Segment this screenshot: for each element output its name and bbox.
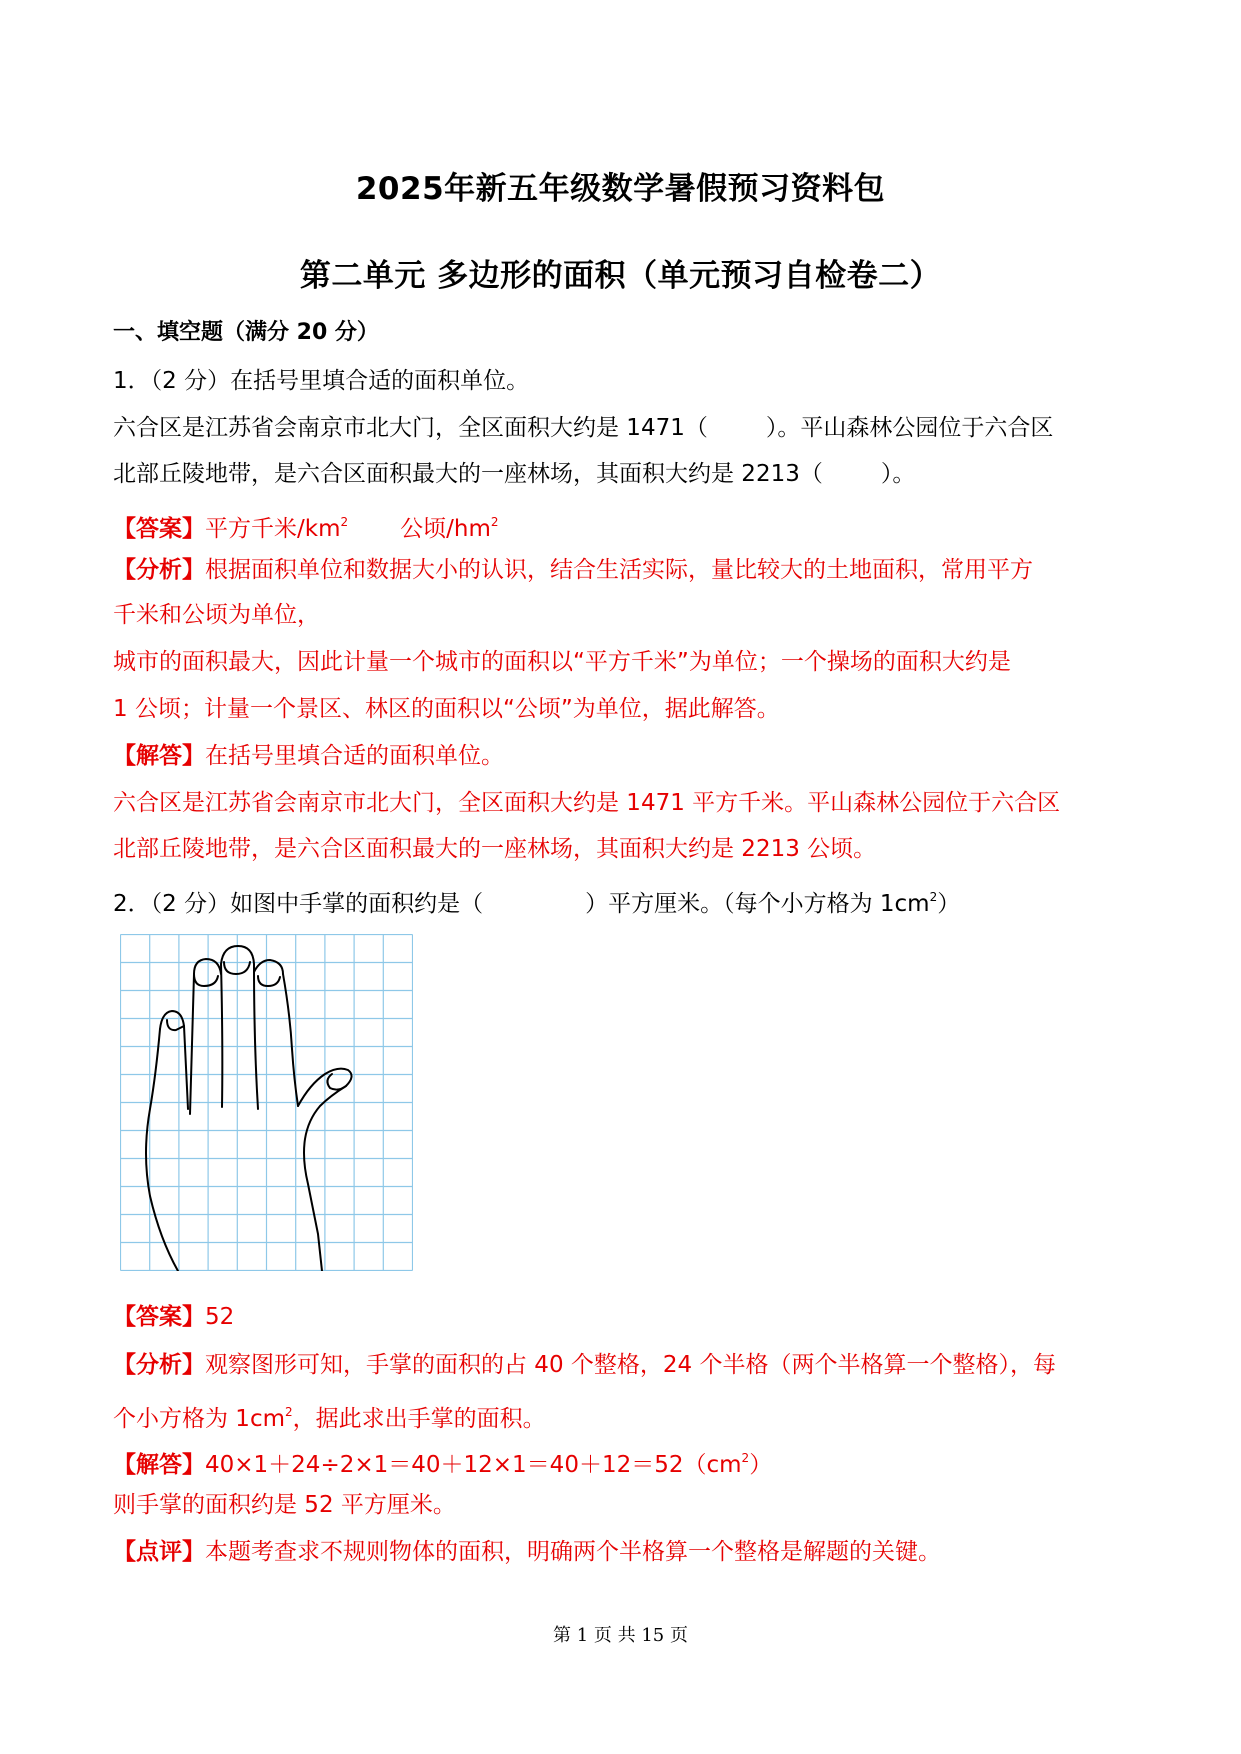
comment-text: 本题考查求不规则物体的面积，明确两个半格算一个整格是解题的关键。 (205, 1539, 941, 1565)
analysis-text: 根据面积单位和数据大小的认识，结合生活实际，量比较大的土地面积，常用平方 (205, 557, 1033, 583)
solution-text: ） (749, 1452, 773, 1478)
q1-line2-text-a: 北部丘陵地带，是六合区面积最大的一座林场，其面积大约是 2213（ (113, 461, 823, 487)
solution-tag: 【解答】 (113, 743, 205, 769)
section-heading: 一、填空题（满分 20 分） (113, 320, 379, 345)
q1-line1-text-b: ）。平山森林公园位于六合区 (765, 415, 1054, 441)
q1-line2 (113, 459, 1133, 489)
page-footer: 第 1 页 共 15 页 (553, 1625, 688, 1646)
q2-analysis-line-2 (113, 1397, 1133, 1434)
q1-answer-2: 公顷/hm (400, 516, 491, 542)
analysis-tag: 【分析】 (113, 1352, 205, 1378)
q2-answer (113, 1302, 1133, 1332)
q1-answer-1: 平方千米/km (205, 516, 341, 542)
q1-solution-line-2: 六合区是江苏省会南京市北大门，全区面积大约是 1471 平方千米。平山森林公园位于六合区 (113, 790, 1061, 816)
solution-text: 在括号里填合适的面积单位。 (205, 743, 504, 769)
document-title: 2025年新五年级数学暑假预习资料包 (355, 171, 886, 207)
hand-outline (146, 946, 352, 1271)
analysis-text: 个小方格为 1cm (113, 1406, 285, 1432)
q1-analysis-line-2: 千米和公顷为单位， (113, 602, 320, 628)
square-grid (121, 935, 413, 1271)
q1-solution-line-1 (113, 741, 1133, 771)
comment-tag: 【点评】 (113, 1539, 205, 1565)
superscript: 2 (929, 890, 938, 904)
solution-tag: 【解答】 (113, 1452, 205, 1478)
superscript: 2 (490, 515, 499, 529)
q2-stem-text-b: ）平方厘米。（每个小方格为 1cm (585, 891, 930, 917)
answer-tag: 【答案】 (113, 1304, 205, 1330)
q1-analysis-line-4: 1 公顷；计量一个景区、林区的面积以“公顷”为单位，据此解答。 (113, 696, 780, 722)
document-subtitle: 第二单元 多边形的面积（单元预习自检卷二） (299, 258, 942, 294)
superscript: 2 (340, 515, 349, 529)
q1-solution-line-3: 北部丘陵地带，是六合区面积最大的一座林场，其面积大约是 2213 公顷。 (113, 836, 877, 862)
q1-analysis-line-3: 城市的面积最大，因此计量一个城市的面积以“平方千米”为单位；一个操场的面积大约是 (113, 649, 1011, 675)
superscript: 2 (741, 1451, 750, 1465)
q1-analysis-line-1 (113, 555, 1133, 585)
solution-text: 40×1＋24÷2×1＝40＋12×1＝40＋12＝52（cm (205, 1452, 742, 1478)
superscript: 2 (285, 1405, 293, 1419)
q1-answer (113, 507, 1133, 544)
q2-solution-line-1 (113, 1443, 1133, 1480)
q1-line1-text-a: 六合区是江苏省会南京市北大门，全区面积大约是 1471（ (113, 415, 708, 441)
hand-grid-svg (120, 934, 413, 1271)
q2-stem-text-c: ） (937, 891, 961, 917)
analysis-text: ，据此求出手掌的面积。 (292, 1406, 546, 1432)
q2-stem (113, 882, 1133, 919)
q1-stem: 1．（2 分）在括号里填合适的面积单位。 (113, 368, 530, 394)
analysis-text: 观察图形可知，手掌的面积的占 40 个整格，24 个半格（两个半格算一个整格），每 (205, 1352, 1056, 1378)
q2-solution-line-2: 则手掌的面积约是 52 平方厘米。 (113, 1492, 456, 1518)
q2-answer-value: 52 (205, 1304, 235, 1330)
hand-on-grid-figure (120, 934, 413, 1271)
answer-tag: 【答案】 (113, 516, 205, 542)
analysis-tag: 【分析】 (113, 557, 205, 583)
q2-comment (113, 1537, 1133, 1567)
q1-line2-text-b: ）。 (880, 461, 916, 487)
q2-stem-text-a: 2．（2 分）如图中手掌的面积约是（ (113, 891, 484, 917)
q2-analysis-line-1 (113, 1350, 1133, 1380)
q1-line1 (113, 413, 1133, 443)
